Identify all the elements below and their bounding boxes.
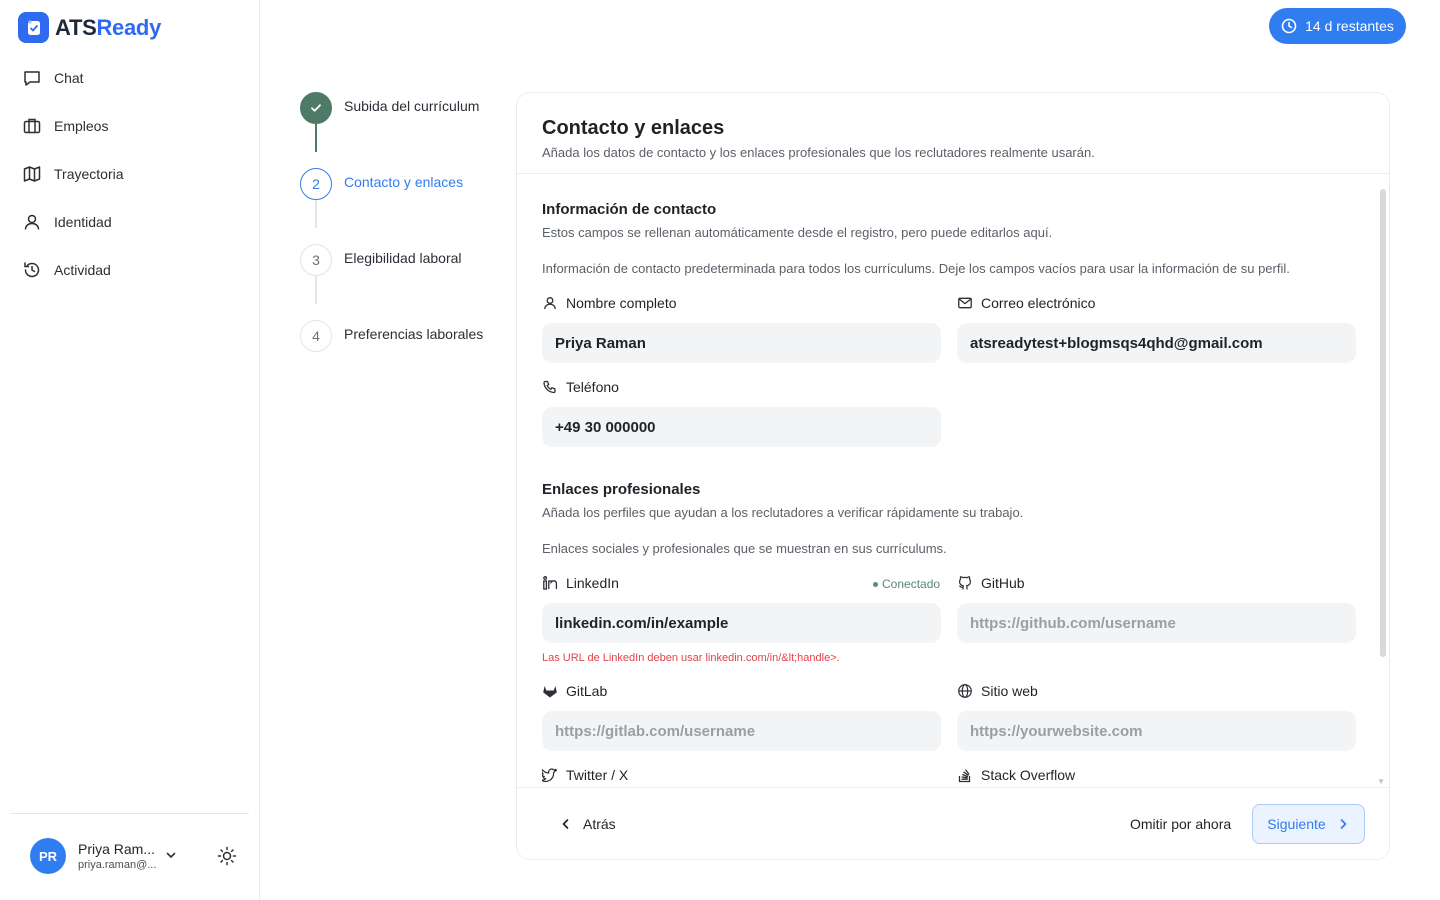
card-footer bbox=[517, 787, 1389, 860]
website-input[interactable] bbox=[957, 711, 1356, 751]
links-section-title: Enlaces profesionales bbox=[542, 481, 701, 498]
contact-links-card bbox=[516, 92, 1390, 860]
step-number: 3 bbox=[300, 244, 332, 276]
chat-bubble-icon bbox=[22, 68, 42, 88]
user-email: priya.raman@... bbox=[78, 859, 157, 871]
trial-days-label: 14 d restantes bbox=[1305, 18, 1394, 34]
github-input[interactable] bbox=[957, 603, 1356, 643]
step-contact-links[interactable] bbox=[300, 168, 494, 200]
scroll-down-arrow-icon[interactable]: ▼ bbox=[1377, 777, 1385, 786]
linkedin-error-message: Las URL de LinkedIn deben usar linkedin.com/in/&lt;handle>. bbox=[542, 652, 840, 664]
linkedin-icon bbox=[542, 575, 558, 591]
sidebar bbox=[0, 0, 260, 900]
clock-icon bbox=[1281, 18, 1297, 34]
step-label: Subida del currículum bbox=[344, 98, 480, 114]
step-label: Preferencias laborales bbox=[344, 326, 484, 342]
user-menu[interactable] bbox=[30, 838, 156, 874]
sidebar-item-label: Trayectoria bbox=[54, 166, 124, 182]
sidebar-item-label: Actividad bbox=[54, 262, 111, 278]
logo-mark-icon bbox=[18, 12, 49, 43]
avatar: PR bbox=[30, 838, 66, 874]
user-icon bbox=[542, 295, 558, 311]
twitter-icon bbox=[542, 767, 558, 783]
links-section-description: Añada los perfiles que ayudan a los reclutadores a verificar rápidamente su trabajo. bbox=[542, 505, 1024, 520]
github-icon bbox=[957, 575, 973, 591]
stackoverflow-label: Stack Overflow bbox=[957, 767, 1075, 783]
step-connector bbox=[315, 276, 317, 304]
back-button[interactable]: Atrás bbox=[559, 816, 616, 832]
map-icon bbox=[22, 164, 42, 184]
stack-overflow-icon bbox=[957, 767, 973, 783]
card-header bbox=[517, 93, 1389, 174]
gitlab-label: GitLab bbox=[542, 683, 607, 699]
step-work-preferences[interactable] bbox=[300, 320, 494, 352]
phone-label: Teléfono bbox=[542, 379, 619, 395]
sidebar-item-label: Chat bbox=[54, 70, 84, 86]
links-section-note: Enlaces sociales y profesionales que se muestran en sus currículums. bbox=[542, 541, 947, 556]
user-icon bbox=[22, 212, 42, 232]
chevron-right-icon bbox=[1336, 817, 1350, 831]
step-connector bbox=[315, 200, 317, 228]
step-number: 2 bbox=[300, 168, 332, 200]
linkedin-input[interactable] bbox=[542, 603, 941, 643]
step-work-eligibility[interactable] bbox=[300, 244, 494, 276]
user-name: Priya Ram... bbox=[78, 841, 156, 857]
page-subtitle: Añada los datos de contacto y los enlaces profesionales que los reclutadores realmente usarán. bbox=[542, 145, 1095, 160]
email-field[interactable] bbox=[957, 323, 1356, 363]
mail-icon bbox=[957, 295, 973, 311]
sidebar-item-identidad[interactable] bbox=[10, 198, 250, 246]
sidebar-divider bbox=[10, 813, 249, 814]
logo-text: ATSReady bbox=[55, 14, 162, 40]
step-label: Elegibilidad laboral bbox=[344, 250, 462, 266]
contact-section-title: Información de contacto bbox=[542, 201, 717, 218]
app-logo[interactable] bbox=[18, 12, 161, 43]
linkedin-label: LinkedIn bbox=[542, 575, 619, 591]
chevron-left-icon bbox=[559, 817, 573, 831]
next-button[interactable]: Siguiente bbox=[1252, 804, 1365, 844]
sidebar-nav bbox=[10, 54, 250, 294]
chevron-down-icon[interactable] bbox=[164, 848, 178, 862]
briefcase-icon bbox=[22, 116, 42, 136]
gitlab-input[interactable] bbox=[542, 711, 941, 751]
email-label: Correo electrónico bbox=[957, 295, 1095, 311]
sidebar-item-empleos[interactable] bbox=[10, 102, 250, 150]
phone-icon bbox=[542, 379, 558, 395]
full-name-label: Nombre completo bbox=[542, 295, 677, 311]
form-scrollbar[interactable] bbox=[1380, 189, 1386, 657]
linkedin-connected-badge: Conectado bbox=[873, 577, 940, 591]
phone-input[interactable] bbox=[542, 407, 941, 447]
step-connector bbox=[315, 124, 317, 152]
sidebar-item-actividad[interactable] bbox=[10, 246, 250, 294]
twitter-label: Twitter / X bbox=[542, 767, 628, 783]
contact-section-description: Estos campos se rellenan automáticamente desde el registro, pero puede editarlos aquí. bbox=[542, 225, 1053, 240]
step-label: Contacto y enlaces bbox=[344, 174, 464, 190]
sidebar-item-chat[interactable] bbox=[10, 54, 250, 102]
status-dot-icon bbox=[873, 582, 878, 587]
page-title: Contacto y enlaces bbox=[542, 117, 725, 139]
github-label: GitHub bbox=[957, 575, 1025, 591]
trial-days-badge[interactable] bbox=[1269, 8, 1406, 44]
step-number: 4 bbox=[300, 320, 332, 352]
full-name-input[interactable] bbox=[542, 323, 941, 363]
sun-icon[interactable] bbox=[216, 845, 238, 867]
gitlab-icon bbox=[542, 683, 558, 699]
sidebar-item-label: Empleos bbox=[54, 118, 109, 134]
form-scroll-area[interactable] bbox=[517, 175, 1389, 787]
history-icon bbox=[22, 260, 42, 280]
globe-icon bbox=[957, 683, 973, 699]
website-label: Sitio web bbox=[957, 683, 1038, 699]
sidebar-item-label: Identidad bbox=[54, 214, 112, 230]
sidebar-item-trayectoria[interactable] bbox=[10, 150, 250, 198]
step-resume-upload[interactable] bbox=[300, 92, 494, 124]
check-icon bbox=[300, 92, 332, 124]
skip-button[interactable]: Omitir por ahora bbox=[1130, 816, 1232, 832]
contact-section-note: Información de contacto predeterminada para todos los currículums. Deje los campos vacíos para usar la información de su perfil. bbox=[542, 261, 1290, 276]
